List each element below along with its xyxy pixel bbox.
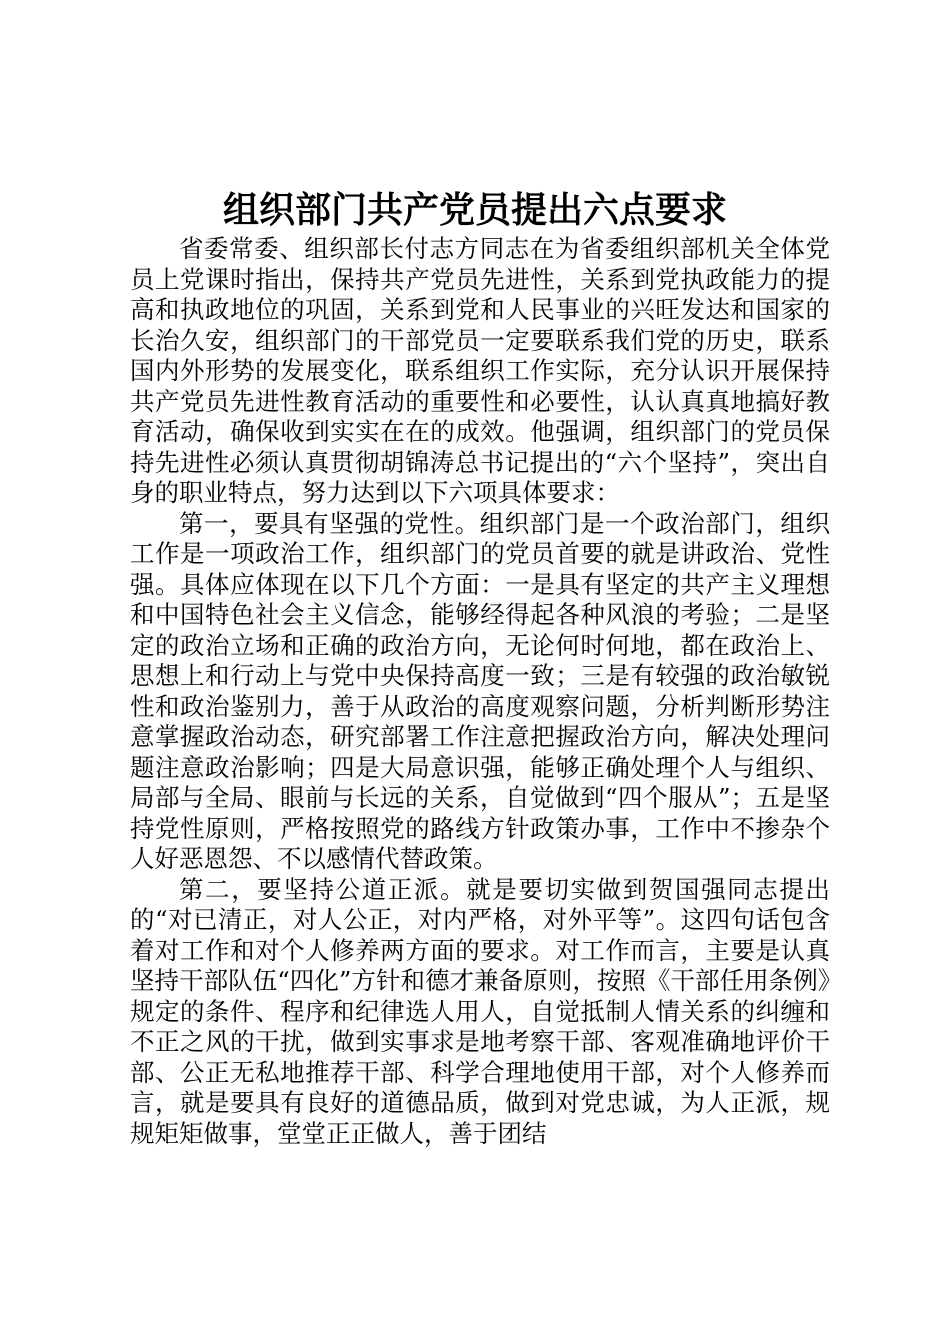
document-title: 组织部门共产党员提出六点要求	[222, 189, 727, 231]
paragraph-second-requirement: 第二，要坚持公道正派。就是要切实做到贺国强同志提出的“对已清正，对人公正，对内严格，对外平等”。这四句话包含着对工作和对个人修养两方面的要求。对工作而言，主要是认真坚持干部队伍“四化”方针和德才兼备原则，按照《干部任用条例》规定的条件、程序和纪律选人用人，自觉抵制人情关系的纠缠和不正之风的干扰，做到实事求是地考察干部、客观准确地评价干部、公正无私地推荐干部、科学合理地使用干部，对个人修养而言，就是要具有良好的道德品质，做到对党忠诚，为人正派，规规矩矩做事，堂堂正正做人，善于团结	[130, 874, 830, 1148]
document-body	[130, 234, 830, 1149]
paragraph-first-requirement: 第一，要具有坚强的党性。组织部门是一个政治部门，组织工作是一项政治工作，组织部门的党员首要的就是讲政治、党性强。具体应体现在以下几个方面：一是具有坚定的共产主义理想和中国特色社会主义信念，能够经得起各种风浪的考验；二是坚定的政治立场和正确的政治方向，无论何时何地，都在政治上、思想上和行动上与党中央保持高度一致；三是有较强的政治敏锐性和政治鉴别力，善于从政治的高度观察问题，分析判断形势注意掌握政治动态，研究部署工作注意把握政治方向，解决处理问题注意政治影响；四是大局意识强，能够正确处理个人与组织、局部与全局、眼前与长远的关系，自觉做到“四个服从”；五是坚持党性原则，严格按照党的路线方针政策办事，工作中不掺杂个人好恶恩怨、不以感情代替政策。	[130, 508, 830, 873]
paragraph-intro: 省委常委、组织部长付志方同志在为省委组织部机关全体党员上党课时指出，保持共产党员先进性，关系到党执政能力的提高和执政地位的巩固，关系到党和人民事业的兴旺发达和国家的长治久安，组织部门的干部党员一定要联系我们党的历史，联系国内外形势的发展变化，联系组织工作实际，充分认识开展保持共产党员先进性教育活动的重要性和必要性，认认真真地搞好教育活动，确保收到实实在在的成效。他强调，组织部门的党员保持先进性必须认真贯彻胡锦涛总书记提出的“六个坚持”，突出自身的职业特点，努力达到以下六项具体要求：	[130, 234, 830, 507]
